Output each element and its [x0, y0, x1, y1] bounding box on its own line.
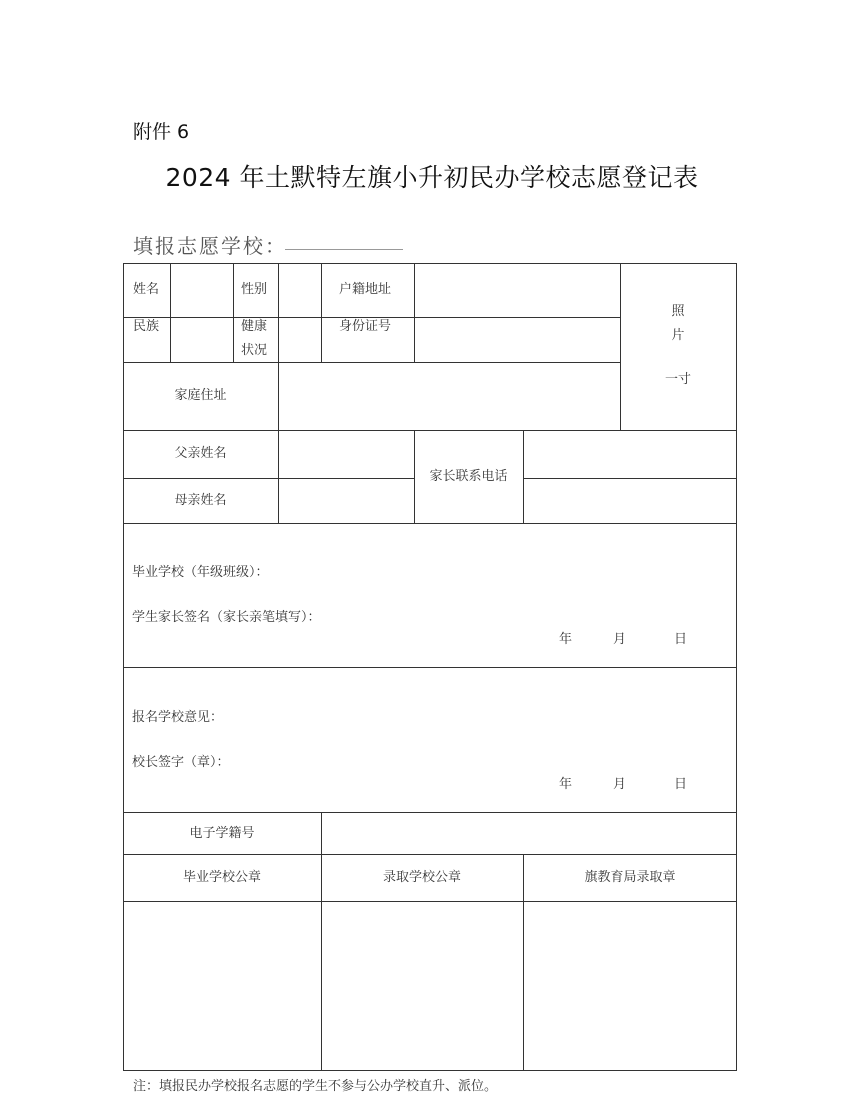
col-line [170, 263, 171, 362]
bureau-seal-label: 旗教育局录取章 [584, 870, 676, 885]
admit-school-seal-label: 录取学校公章 [382, 870, 461, 885]
row-line [123, 854, 737, 855]
date-year: 年 [559, 632, 573, 647]
fill-school-input-line[interactable] [285, 249, 403, 250]
row-line [123, 478, 414, 479]
border-bottom [123, 1070, 737, 1071]
row-line [123, 667, 737, 668]
fill-school-label: 填报志愿学校： [133, 234, 287, 258]
parent-phone-label: 家长联系电话 [429, 469, 508, 484]
row-line [123, 901, 737, 902]
student-number-label: 电子学籍号 [189, 826, 255, 841]
date-month: 月 [613, 632, 627, 647]
date-year: 年 [559, 777, 573, 792]
page-title: 2024 年土默特左旗小升初民办学校志愿登记表 [165, 163, 699, 192]
applied-school-opinion-label: 报名学校意见： [132, 710, 224, 725]
col-line [523, 430, 524, 523]
household-address-label: 户籍地址 [339, 282, 392, 297]
row-line [123, 523, 737, 524]
photo-label-line2: 片 [671, 328, 685, 343]
footnote: 注：填报民办学校报名志愿的学生不参与公办学校直升、派位。 [133, 1079, 498, 1094]
parent-signature-label: 学生家长签名（家长亲笔填写）： [132, 610, 321, 625]
home-address-label: 家庭住址 [174, 388, 227, 403]
graduation-school-label: 毕业学校（年级班级）： [132, 565, 269, 580]
health-label-line2: 状况 [241, 343, 268, 358]
name-label: 姓名 [133, 282, 160, 297]
attachment-label: 附件 6 [133, 121, 190, 143]
col-line [321, 812, 322, 1071]
col-line [278, 263, 279, 430]
col-line [414, 263, 415, 362]
row-line [123, 430, 737, 431]
date-month: 月 [613, 777, 627, 792]
col-line [233, 263, 234, 362]
date-day: 日 [674, 777, 688, 792]
gender-label: 性别 [241, 282, 268, 297]
row-line [523, 478, 737, 479]
photo-label-line1: 照 [671, 304, 685, 319]
principal-signature-label: 校长签字（章）： [132, 755, 230, 770]
col-line [321, 263, 322, 362]
father-name-label: 父亲姓名 [174, 446, 227, 461]
registration-form [123, 263, 737, 1071]
ethnicity-label: 民族 [133, 319, 160, 334]
row-line [123, 362, 620, 363]
border-top [123, 263, 737, 264]
date-day: 日 [674, 632, 688, 647]
row-line [123, 812, 737, 813]
health-label-line1: 健康 [241, 319, 268, 334]
id-number-label: 身份证号 [339, 319, 392, 334]
col-line [278, 430, 279, 523]
mother-name-label: 母亲姓名 [174, 493, 227, 508]
grad-school-seal-label: 毕业学校公章 [182, 870, 261, 885]
photo-label-line3: 一寸 [664, 372, 691, 387]
